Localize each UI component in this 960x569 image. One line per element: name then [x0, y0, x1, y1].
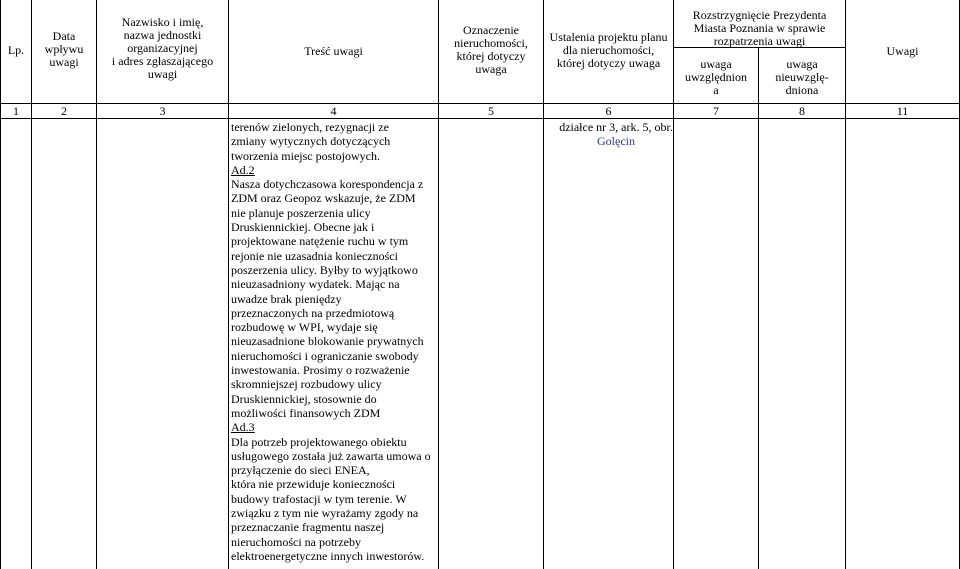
body-line: terenów zielonych, rezygnacji ze — [231, 120, 389, 134]
header-ustalenia: Ustalenia projektu planu dla nieruchomości, której dotyczy uwaga — [549, 30, 668, 70]
body-line: zmiany wytycznych dotyczących — [231, 134, 391, 149]
header-nieuwzgledniona: uwaga nieuwzglę- dniona — [775, 57, 829, 97]
col-number-6: 6 — [605, 104, 612, 118]
body-line: nieuzasadnione blokowanie prywatnych — [231, 334, 424, 349]
section-heading: Ad.2 — [231, 162, 255, 177]
body-line: związku z tym nie wyrażamy zgody na — [231, 506, 419, 521]
body-line: Druskiennickiej, stosownie do — [231, 391, 377, 406]
body-line: nieruchomości na potrzeby — [231, 534, 361, 549]
body-line: przeznaczanie fragmentu naszej — [231, 520, 385, 535]
body-line: skromniejszej rozbudowy ulicy — [231, 377, 382, 392]
col-number-4: 4 — [330, 104, 337, 118]
col-number-8: 8 — [799, 104, 805, 118]
body-line: nieuzasadniony wydatek. Mając na — [231, 277, 400, 292]
body-line: uwadze brak pieniędzy — [231, 291, 342, 306]
header-nazwisko: Nazwisko i imię, nazwa jednostki organizacyjnej i adres zgłaszającego uwagi — [111, 15, 214, 81]
body-line: Druskiennickiej. Obecne jak i — [231, 220, 375, 235]
header-oznaczenie: Oznaczenie nieruchomości, której dotyczy uwaga — [454, 23, 528, 76]
oznaczenie-line: działce nr 3, ark. 5, obr. — [559, 120, 673, 134]
body-line: elektroenergetyczne innych inwestorów. — [231, 548, 425, 563]
body-line: Dla potrzeb projektowanego obiektu — [231, 434, 407, 449]
header-uwzgledniona: uwaga uwzględnion a — [685, 57, 747, 97]
header-lp: Lp. — [7, 43, 25, 57]
body-line: przyłączenie do sieci ENEA, — [231, 463, 370, 478]
col-number-5: 5 — [488, 104, 494, 118]
body-line: projektowane natężenie ruchu w tym — [231, 234, 409, 249]
body-line: poszerzenia ulicy. Byłby to wyjątkowo — [231, 262, 418, 277]
col-number-1: 1 — [13, 104, 19, 118]
body-line: inwestowania. Prosimy o rozważenie — [231, 363, 410, 378]
body-line: tworzenia miejsc postojowych. — [231, 148, 380, 163]
col-number-2: 2 — [61, 104, 67, 118]
header-data-wplywu: Data wpływu uwagi — [44, 29, 84, 69]
col-number-11: 11 — [896, 104, 909, 118]
oznaczenie-nieruchomosci-value — [536, 120, 696, 148]
body-line: nieruchomości i ograniczanie swobody — [231, 348, 419, 363]
section-heading: Ad.3 — [231, 420, 255, 435]
header-rozstrzygniecie: Rozstrzygnięcie Prezydenta Miasta Poznania w sprawie rozpatrzenia uwagi — [692, 8, 827, 48]
header-uwagi: Uwagi — [886, 44, 919, 58]
body-line: budowy trafostacji w tym terenie. W — [231, 491, 407, 506]
body-line: która nie przewiduje konieczności — [231, 477, 396, 492]
tresc-uwagi-text — [231, 120, 441, 563]
body-line: przeznaczonych na przedmiotową — [231, 305, 395, 320]
body-line: ZDM oraz Geopoz wskazuje, że ZDM — [231, 191, 416, 206]
body-line: rozbudowę w WPI, wydaje się — [231, 320, 378, 335]
oznaczenie-line: Golęcin — [597, 134, 635, 148]
body-line: Nasza dotychczasowa korespondencja z — [231, 177, 424, 192]
col-number-3: 3 — [159, 104, 166, 118]
col-number-7: 7 — [713, 104, 719, 118]
body-line: nie planuje poszerzenia ulicy — [231, 205, 371, 220]
header-tresc-uwagi: Treść uwagi — [304, 44, 363, 58]
body-line: możliwości finansowych ZDM — [231, 405, 381, 420]
body-line: rejonie nie uzasadnia konieczności — [231, 248, 398, 263]
body-line: usługowego została już zawarta umowa o — [231, 448, 431, 463]
